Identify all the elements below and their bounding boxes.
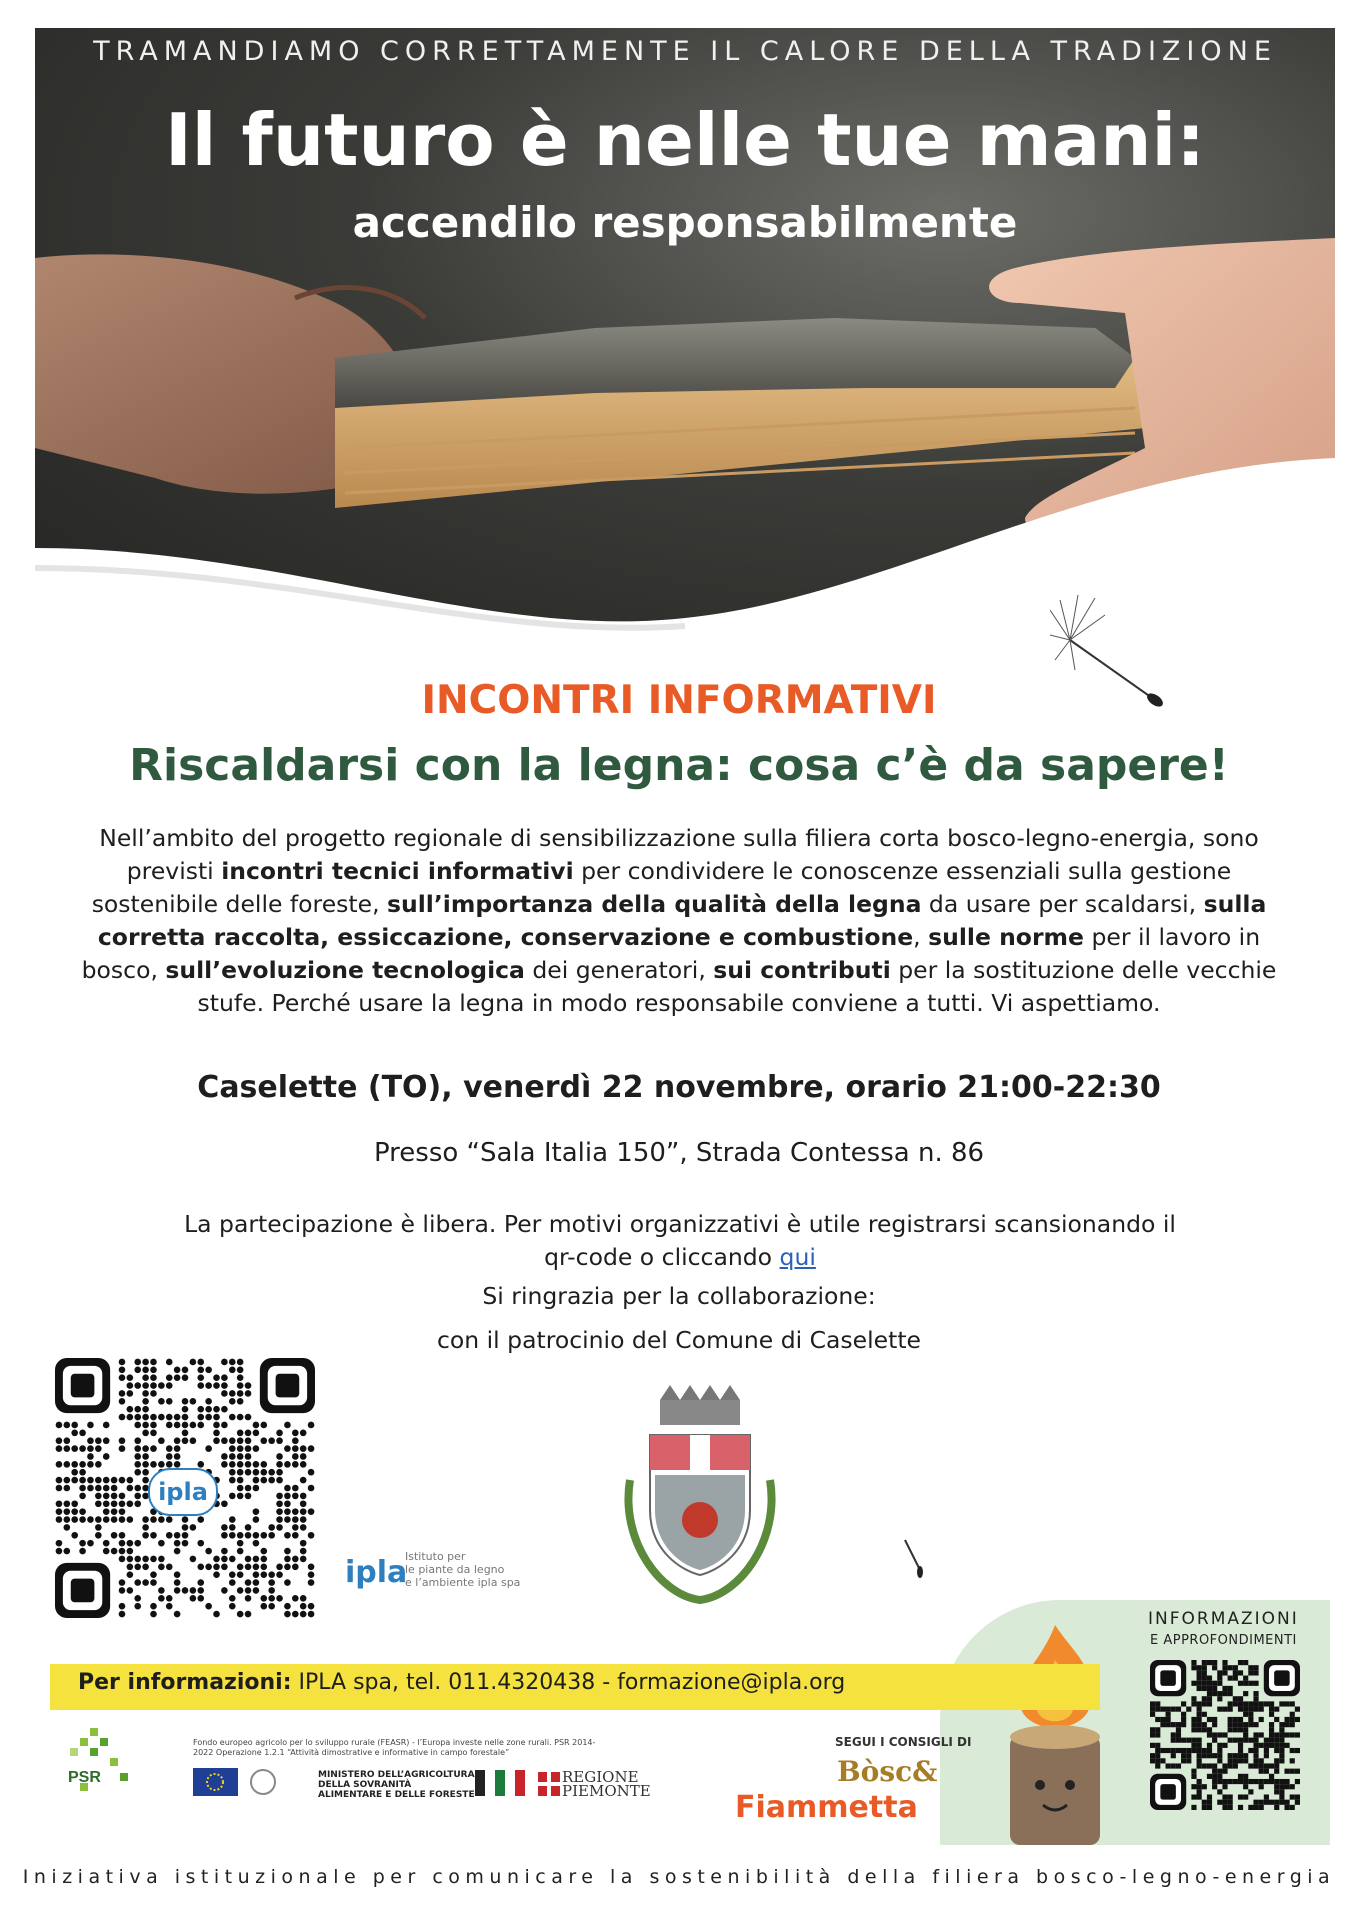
psr-logo — [60, 1728, 140, 1798]
section-title: Riscaldarsi con la legna: cosa c’è da sapere! — [129, 740, 1229, 791]
hero-subtitle: accendilo responsabilmente — [352, 198, 1018, 247]
psr-label: PSR — [68, 1769, 101, 1786]
fiammetta-mascot — [985, 1615, 1125, 1855]
follow-tips-label: SEGUI I CONSIGLI DI — [835, 1735, 972, 1749]
bosc-logo-text: Bòsc& — [837, 1755, 938, 1788]
info-qr-code[interactable] — [1150, 1660, 1300, 1810]
ministry-label: MINISTERO DELL’AGRICOLTURA DELLA SOVRANITÀ ALIMENTARE E DELLE FORESTE — [318, 1770, 475, 1800]
qr-ipla-logo: ipla — [148, 1468, 218, 1516]
section-label: INCONTRI INFORMATIVI — [421, 678, 937, 723]
contact-info: Per informazioni: IPLA spa, tel. 011.4320438 - formazione@ipla.org — [78, 1670, 846, 1695]
hero-tagline: TRAMANDIAMO CORRETTAMENTE IL CALORE DELLA TRADIZIONE — [93, 36, 1277, 67]
hero-image — [35, 28, 1335, 640]
thanks-text: Si ringrazia per la collaborazione: — [482, 1282, 876, 1310]
event-location: Presso “Sala Italia 150”, Strada Contessa n. 86 — [373, 1138, 985, 1168]
caselette-coat-of-arms — [600, 1360, 800, 1620]
regione-piemonte-flag — [538, 1772, 560, 1796]
small-seed-icon — [895, 1530, 935, 1580]
event-datetime: Caselette (TO), venerdì 22 novembre, orario 21:00-22:30 — [197, 1070, 1161, 1105]
regione-piemonte-label: REGIONE PIEMONTE — [562, 1768, 651, 1800]
fiammetta-logo-text: Fiammetta — [735, 1790, 918, 1825]
eu-flag-and-emblem — [193, 1768, 313, 1798]
card-title: INFORMAZIONI — [1148, 1609, 1299, 1629]
hero-title: Il futuro è nelle tue mani: — [165, 98, 1205, 182]
intro-paragraph: Nell’ambito del progetto regionale di sensibilizzazione sulla filiera corta bosco-legno-energia, sono previsti incontri tecnici informativi per condividere le conoscenze essenziali sulla gestione sostenibile delle foreste, sull’importanza della qualità della legna da usare per scaldarsi, sulla corretta raccolta, essiccazione, conservazione e combustione, sulle norme per il lavoro in bosco, sull’evoluzione tecnologica dei generatori, sui contributi per la sostituzione delle vecchie stufe. Perché usare la legna in modo responsabile conviene a tutti. Vi aspettiamo. — [81, 824, 1277, 1017]
registration-link[interactable]: qui — [779, 1243, 816, 1271]
ipla-caption: Istituto per le piante da legno e l’ambiente ipla spa — [405, 1550, 521, 1589]
footer-tagline: Iniziativa istituzionale per comunicare la sostenibilità della filiera bosco-legno-energia — [22, 1866, 1336, 1888]
fund-text: Fondo europeo agricolo per lo sviluppo rurale (FEASR) - l’Europa investe nelle zone rurali. PSR 2014- 2022 Operazione 1.2.1 “Attività dimostrative e informative in campo forestale” — [193, 1738, 596, 1757]
registration-text: La partecipazione è libera. Per motivi organizzativi è utile registrarsi scansionando il qr-code o cliccando qui — [184, 1210, 1176, 1271]
ipla-logo: ipla — [345, 1555, 408, 1590]
patronage-text: con il patrocinio del Comune di Caselette — [436, 1326, 922, 1354]
card-subtitle: E APPROFONDIMENTI — [1150, 1633, 1297, 1648]
